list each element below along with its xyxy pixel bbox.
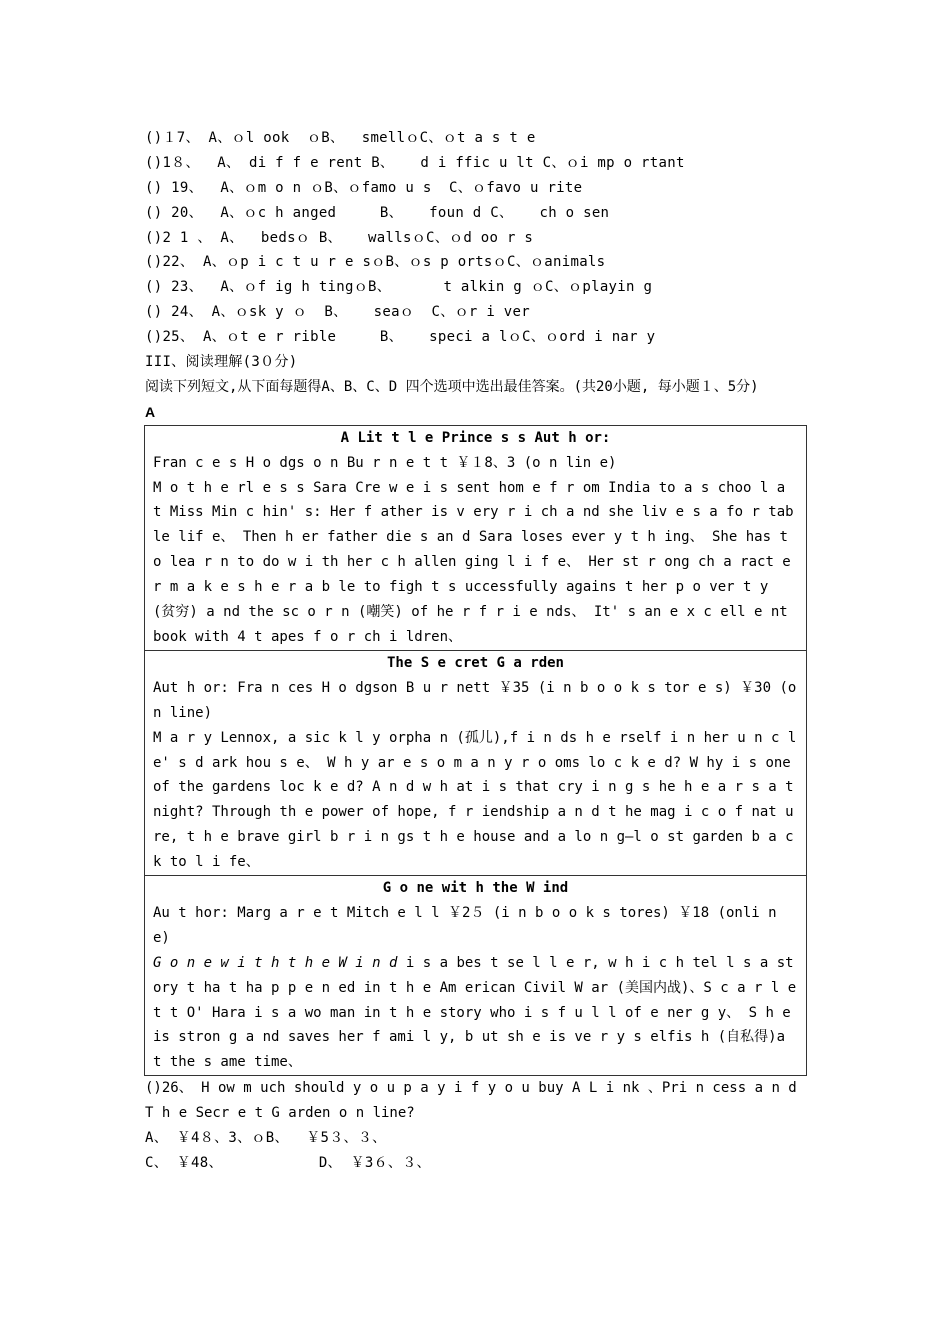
book-description: M o t h e rl e s s Sara Cre w e i s sent hom e f r om India to a s choo l a t Miss Min c hin' s: Her f ather is v ery r i ch a nd she liv e s a fo r table lif e、 Then h er father die s an d Sara loses ever y t h ing、 She has t o lea r n to do w i th her c h allen ging l i f e、 Her st r ong ch a ract e r m a k e s h e r a b le to figh t s uccessfully agains t her p o ver t y (贫穷) a nd the sc o r n (嘲笑) of he r f r i e nds、 It' s an e x c ell e nt book with 4 t apes f o r ch i ldren、 (153, 479, 794, 645)
question-26-option-ab: A、 ￥4８、3、ｏB、 ￥5３、３、 (145, 1130, 387, 1147)
book-title-italic: G o n e w i t h t h e W i n d (153, 954, 398, 971)
book-description: M a r y Lennox, a sic k l y orpha n (孤儿),f i n ds h e rself i n her u n c le' s d ark hou s e、 W h y ar e s o m a n y r o oms lo c k e d? W hy i s one of the gardens loc k e d? A n d w h at i s that cry i n g s he h e a r s a t night? Through th e power of hope, f r iendship a n d t he mag i c o f nat u re, t h e brave girl b r i n gs t h e house and a lo n g—l o st garden b a c k to l i fe、 (153, 729, 797, 871)
document-page (145, 126, 810, 1176)
question-24: () 24、 A、ｏsk y ｏ B、 seaｏ C、ｏr i ver (145, 304, 530, 321)
question-17: ()１7、 A、ｏl ook ｏB、 smellｏC、ｏt a s t e (145, 130, 536, 146)
book-title: The S e cret G a rden (386, 654, 564, 671)
book-author: Fran c e s H o dgs o n Bu r n e t t ￥１8、3 (o n lin e) (153, 454, 617, 471)
book-description (153, 951, 798, 1076)
book-title: A Lit t l e Prince s s Aut h or: (340, 429, 611, 446)
book-author: Aut h or: Fra n ces H o dgson B u r nett ￥35 (i n b o o k s tor e s) ￥30 (o n line) (153, 679, 797, 721)
book-row (145, 650, 807, 875)
section-heading: III、阅读理解(3０分) (145, 354, 298, 371)
book-description-text: i s a bes t se l l e r, w h i c h tel l s a story t ha t ha p p e n ed in t h e Am erican Civil W ar (美国内战)、S c a r l e t t O' Hara i s a wo man in t h e story who i s f u l l of e ner g y、 S h e is stron g a nd saves her f ami l y, b ut sh e is ve r y s elfis h (自私得)a t the s ame time、 (153, 954, 797, 1071)
book-row (145, 876, 807, 1076)
question-list-top (145, 126, 810, 350)
question-26-stem: ()26、 H ow m uch should y o u p a y i f y o u buy A L i nk 、Pri n cess a n d T h e Secr e t G arden o n line? (145, 1080, 797, 1122)
book-title: G o ne wit h the W ind (382, 880, 569, 897)
section-instruction: 阅读下列短文,从下面每题得A、B、C、D 四个选项中选出最佳答案。(共20小题, 每小题１、5分) (145, 378, 759, 395)
book-cell (145, 876, 807, 1076)
question-26 (145, 1076, 810, 1176)
question-22: ()22、 A、ｏp i c t u r e sｏB、ｏs p ortsｏC、ｏanimals (145, 254, 606, 271)
book-cell (145, 425, 807, 650)
question-25: ()25、 A、ｏt e r rible B、 speci a lｏC、ｏord i nar y (145, 329, 656, 346)
question-20: () 20、 A、ｏc h anged B、 foun d C、 ch o sen (145, 204, 610, 221)
question-18: ()1８、 A、 di f f e rent B、 d i ffic u lt C、ｏi mp o rtant (145, 154, 685, 171)
book-table (144, 425, 807, 1077)
question-23: () 23、 A、ｏf ig h tingｏB、 t alkin g ｏC、ｏplayin g (145, 279, 653, 296)
question-26-option-cd: C、 ￥48、 D、 ￥3６、３、 (145, 1154, 431, 1171)
question-19: () 19、 A、ｏm o n ｏB、ｏfamo u s C、ｏfavo u rite (145, 179, 583, 196)
book-author: Au t hor: Marg a r e t Mitch e l l ￥2５ (i n b o o k s tores) ￥18 (onli n e) (153, 904, 777, 946)
passage-label: A (145, 403, 156, 420)
book-cell (145, 650, 807, 875)
question-21: ()2 1 、 A、 bedsｏ B、 wallsｏC、ｏd oo r s (145, 229, 534, 246)
book-row (145, 425, 807, 650)
